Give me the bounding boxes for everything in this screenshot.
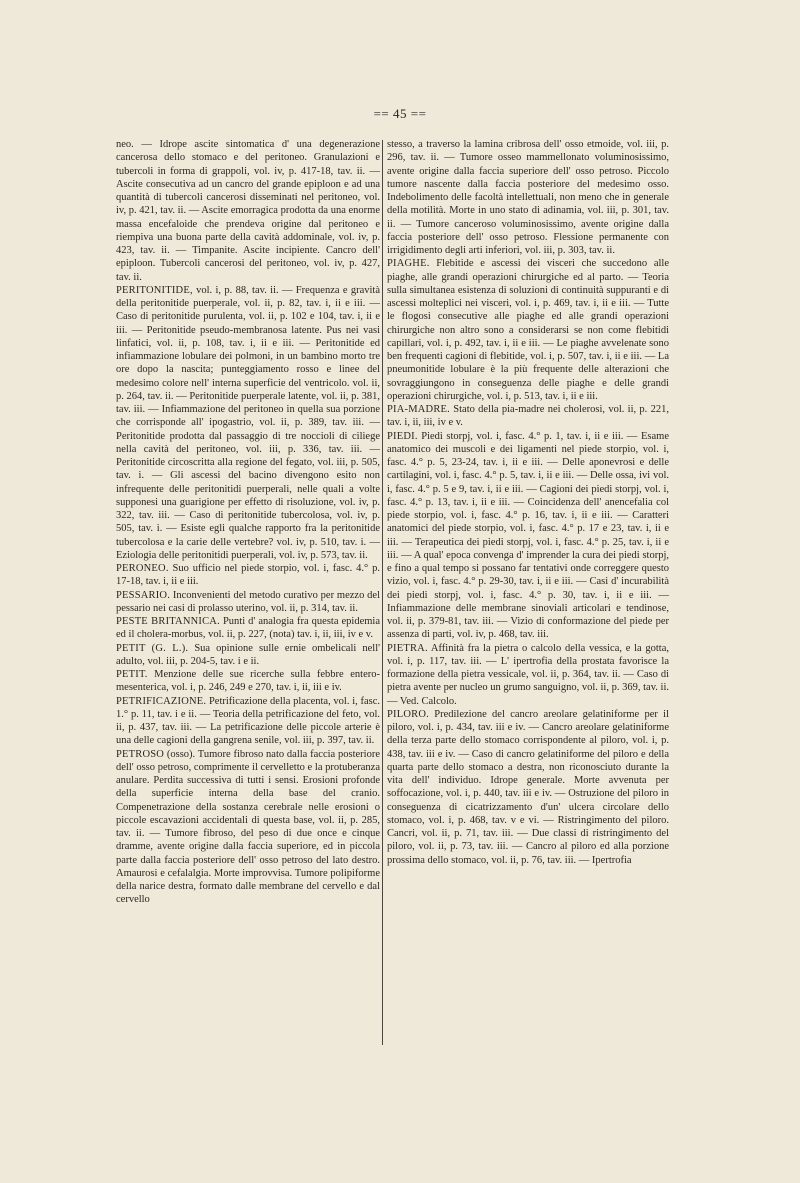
entry-heading: PESSARIO. bbox=[116, 589, 171, 601]
entry-text: stesso, a traverso la lamina cribrosa dell' osso etmoide, vol. iii, p. 296, tav. ii. — Tumore osseo mammellonato voluminosissimo, avente origine dalla faccia superiore dell' osso petroso. Piccolo tumore nascente dalla faccia posteriore del medesimo osso. Indebolimento delle facoltà intellettuali, non meno che in generale della motilità. Morte in uno stato di adinamia, vol. iii, p. 301, tav. ii. — Tumore canceroso voluminosissimo, avente origine dalla faccia posteriore dell' osso petroso. Flessione permanente con irrigidimento degli arti inferiori, vol. iii, p. 303, tav. ii. bbox=[387, 139, 669, 256]
entry-text: Inconvenienti del metodo curativo per mezzo del pessario nei casi di prolasso uterino, vol. ii, p. 314, tav. ii. bbox=[116, 589, 380, 614]
index-entry bbox=[116, 284, 380, 562]
entry-heading: PERONEO. bbox=[116, 563, 169, 574]
entry-text: Punti d' analogia fra questa epidemia ed il cholera-morbus, vol. ii, p. 227, (nota) tav. i, ii, iii, iv e v. bbox=[116, 616, 381, 641]
entry-heading: PIEDI. bbox=[387, 430, 418, 442]
index-entry bbox=[387, 430, 669, 642]
index-entry bbox=[387, 403, 669, 430]
entry-text: Flebitide e ascessi dei visceri che succedono alle piaghe, alle grandi operazioni chirurgiche ed al parto. — Teoria sulla simultanea esistenza di soluzioni di continuità suppuranti e di ascessi molteplici nei visceri, vol. i, p. 469, tav. i, ii e iii. — Tutte le flogosi consecutive alle piaghe ed alle grandi operazioni chirurgiche non altro sono a considerarsi se non come flebitidi capillari, vol. i, p. 492, tav. i, ii e iii. — Le piaghe avvelenate sono ben frequenti cagioni di flebitide, vol. i, p. 507, tav. i, ii e iii. — La pneumonitide lobulare è la più frequente delle alterazioni che sovraggiungono in conseguenza delle piaghe e delle grandi operazioni chirurgiche, vol. i, p. 513, tav. i, ii e iii. bbox=[387, 258, 669, 402]
left-column bbox=[116, 138, 380, 907]
entry-heading: PETRIFICAZIONE. bbox=[116, 695, 207, 707]
right-column bbox=[387, 138, 669, 867]
index-entry bbox=[116, 695, 380, 748]
entry-text: Affinità fra la pietra o calcolo della vessica, e la gotta, vol. i, p. 117, tav. iii. — L' ipertrofia della prostata favorisce la formazione della pietra vessicale, vol. ii, p. 364, tav. ii. — Caso di pietra avente per nucleo un grumo sanguigno, vol. ii, p. 369, tav. ii. — Ved. Calcolo. bbox=[387, 642, 669, 707]
index-entry bbox=[116, 562, 380, 589]
index-entry bbox=[387, 257, 669, 403]
entry-text: Petrificazione della placenta, vol. i, fasc. 1.° p. 11, tav. i e ii. — Teoria della petrificazione del feto, vol. ii, p. 437, tav. iii. — La petrificazione delle piccole arterie è una delle cagioni della gangrena senile, vol. iii, p. 397, tav. ii. bbox=[116, 695, 380, 747]
entry-text: Sua opinione sulle ernie ombelicali nell' adulto, vol. iii, p. 204-5, tav. i e ii. bbox=[116, 642, 381, 667]
index-entry bbox=[116, 668, 380, 695]
entry-heading: PIAGHE. bbox=[387, 258, 430, 270]
index-entry bbox=[387, 642, 669, 708]
entry-text: Predilezione del cancro areolare gelatiniforme per il piloro, vol. i, p. 434, tav. iii e iv. — Cancro areolare gelatiniforme della terza parte dello stomaco corrispondente al piloro, vol. i, p. 438, tav. iii e iv. — Caso di cancro gelatiniforme del piloro e della quarta parte dello stomaco a destra, non riconosciuto durante la vita dell' individuo. Idrope generale. Morte avvenuta per soffocazione, vol. i, p. 440, tav. iii e iv. — Ostruzione del piloro in conseguenza di cicatrizzamento d'un' ulcera circolare dello stomaco, vol. i, p. 468, tav. v e vi. — Ristringimento del piloro. Cancri, vol. ii, p. 71, tav. iii. — Due classi di ristringimento del piloro, vol. ii, p. 73, tav. iii. — Cancro al piloro ed alla porzione prossima dello stomaco, vol. ii, p. 76, tav. iii. — Ipertrofia bbox=[387, 708, 670, 866]
entry-text: neo. — Idrope ascite sintomatica d' una degenerazione cancerosa dello stomaco e del peritoneo. Granulazioni e tubercoli in forma di grappoli, vol. iv, p. 417-18, tav. ii. — Ascite consecutiva ad un cancro del grande epiploon e ad una quantità di tubercoli cancerosi disseminati nel peritoneo, vol. iv, p. 421, tav. ii. — Ascite emorragica prodotta da una enorme massa encefaloide che prendeva origine dal peritoneo e riempiva una buona parte della cavità addominale, vol. iv, p. 423, tav. ii. — Timpanite. Ascite incipiente. Cancro dell' epiploon. Tubercoli cancerosi del peritoneo, vol. iv, p. 427, tav. ii. bbox=[116, 139, 380, 283]
entry-text: Menzione delle sue ricerche sulla febbre entero-mesenterica, vol. i, p. 246, 249 e 270, tav. i, ii, iii e iv. bbox=[116, 669, 380, 694]
column-divider bbox=[382, 140, 383, 1045]
entry-heading: PETIT (G. L.). bbox=[116, 642, 189, 654]
entry-heading: PILORO. bbox=[387, 708, 429, 720]
index-entry bbox=[116, 748, 380, 907]
entry-heading: PERITONITIDE, bbox=[116, 284, 193, 296]
entry-text: (osso). Tumore fibroso nato dalla faccia posteriore dell' osso petroso, comprimente il cervelletto e la protuberanza anulare. Perdita successiva di tutti i sensi. Erosioni profonde della superficie interna della base del cranio. Compenetrazione della sostanza cerebrale nelle erosioni o piccole escavazioni accidentali di questa base, vol. ii, p. 285, tav. ii. — Tumore fibroso, del peso di due once e cinque dramme, avente origine dalla faccia superiore, ed in piccola parte dalla faccia posteriore dell' osso petroso del lato destro. Amaurosi e cefalalgia. Morte improvvisa. Tumore polipiforme della narice destra, formato dalle membrane del cervello e dal cervello bbox=[116, 748, 380, 906]
index-entry bbox=[387, 138, 669, 257]
entry-text: Piedi storpj, vol. i, fasc. 4.° p. 1, tav. i, ii e iii. — Esame anatomico dei muscoli e dei ligamenti nel piede storpio, vol. i, fasc. 4.° p. 5, 23-24, tav. i, ii e iii. — Delle aponevrosi e delle cartilagini, vol. i, fasc. 4.° p. 5, tav. i, ii e iii. — Delle ossa, ivi vol. i, fasc. 4.° p. 5 e 9, tav. i, ii e iii. — Cagioni dei piedi storpj, vol. i, fasc. 4.° p. 13, tav. i, ii e iii. — Coincidenza dell' anencefalia col piede storpio, vol. i, fasc. 4.° p. 16, tav. i, ii e iii. — Caratteri anatomici del piede storpio, vol. i, fasc. 4.° p. 17 e 23, tav. i, ii e iii. — Terapeutica dei piedi storpj, vol. i, fasc. 4.° p. 25, tav. i, ii e iii. — A qual' epoca convenga d' imprender la cura dei piedi storpj, e fino a qual tempo si possano far tentativi onde correggere questo vizio, vol. i, fasc. 4.° p. 29-30, tav. i, ii e iii. — Casi d' incurabilità dei piedi storpj, vol. i, fasc. 4.° p. 30, tav. i, ii e iii. — Infiammazione delle membrane sinoviali articolari e tendinose, vol. ii, p. 379-81, tav. iii. — Vizio di conformazione del piede per assenza di parti, vol. iv, p. 468, tav. iii. bbox=[387, 430, 669, 641]
entry-text: vol. i, p. 88, tav. ii. — Frequenza e gravità della peritonitide puerperale, vol. ii, p. 82, tav. i, ii e iii. — Caso di peritonitide purulenta, vol. ii, p. 102 e 104, tav. i, ii e iii. — Peritonitide pseudo-membranosa latente. Pus nei vasi linfatici, vol. ii, p. 108, tav. i, ii e iii. — Peritonitide ed infiammazione lobulare dei polmoni, in un bambino morto tre ore dopo la nascita; punteggiamento rosso e linee del medesimo colore nell' interna superficie del ventricolo. vol. ii, p. 264, tav. ii. — Peritonitide puerperale latente, vol. ii, p. 381, tav. iii. — Infiammazione del peritoneo in quella sua porzione che corrisponde all' ipogastrio, vol. ii, p. 389, tav. iii. — Peritonitide prodotta dal passaggio di tre noccioli di ciliege nella cavità del peritoneo, vol. iii, p. 336, tav. iii. — Peritonitide circoscritta alla regione del fegato, vol. iii, p. 505, tav. i. — Gli ascessi del bacino divengono esito non infrequente delle peritonitidi puerperali, nelle quali a volte supponesi una guarigione per effetto di risoluzione, vol. iv, p. 322, tav. iii. — Caso di peritonitide tubercolosa, vol. iv, p. 505, tav. i. — Esiste egli qualche rapporto fra la peritonitide tubercolosa e la carie delle vertebre? vol. iv, p. 510, tav. i. — Eziologia delle peritonitidi puerperali, vol. iv, p. 573, tav. ii. bbox=[116, 284, 381, 561]
index-entry bbox=[116, 615, 380, 642]
entry-heading: PESTE BRITANNICA. bbox=[116, 616, 220, 627]
index-entry bbox=[387, 708, 669, 867]
entry-heading: PETROSO bbox=[116, 748, 165, 760]
entry-text: Suo ufficio nel piede storpio, vol. i, fasc. 4.° p. 17-18, tav. i, ii e iii. bbox=[116, 563, 381, 588]
index-entry bbox=[116, 138, 380, 284]
entry-text: Stato della pia-madre nei cholerosi, vol. ii, p. 221, tav. i, ii, iii, iv e v. bbox=[387, 404, 669, 429]
page-number: == 45 == bbox=[373, 106, 427, 121]
entry-heading: PIA-MADRE. bbox=[387, 404, 450, 415]
entry-heading: PIETRA. bbox=[387, 642, 428, 654]
index-entry bbox=[116, 642, 380, 669]
index-entry bbox=[116, 589, 380, 616]
entry-heading: PETIT. bbox=[116, 669, 148, 680]
